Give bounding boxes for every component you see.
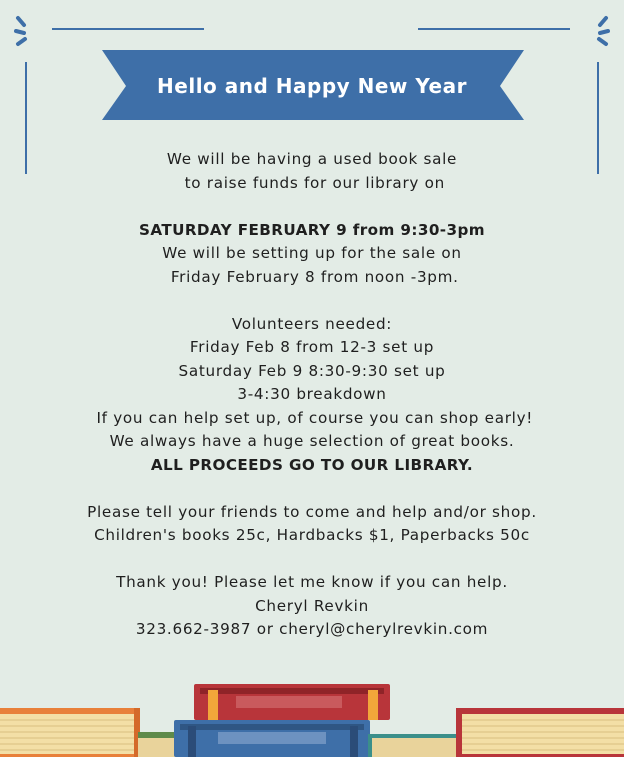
intro-line: to raise funds for our library on (179, 173, 445, 192)
announcement-text (0, 148, 624, 642)
book-stack-illustration (0, 676, 624, 757)
prices-line: Children's books 25c, Hardbacks $1, Paperbacks 50c (94, 526, 530, 544)
intro-line: We will be having a used book sale (166, 150, 458, 168)
volunteer-shift: Friday Feb 8 from 12-3 set up (189, 338, 435, 356)
volunteers-heading: Volunteers needed: (231, 314, 393, 333)
contact-line: 323.662-3987 or cheryl@cherylrevkin.com (135, 620, 489, 638)
left-book-icon (0, 708, 140, 757)
volunteer-note: If you can help set up, of course you can shop early! (90, 408, 534, 427)
setup-line: Friday February 8 from noon -3pm. (165, 267, 459, 286)
closing-line: Thank you! Please let me know if you can help. (116, 573, 508, 591)
setup-line: We will be setting up for the sale on (162, 244, 462, 262)
blue-book-icon (174, 720, 370, 757)
share-line: Please tell your friends to come and help and/or shop. (87, 502, 537, 521)
volunteer-note: We always have a huge selection of great books. (109, 432, 515, 450)
sale-date: SATURDAY FEBRUARY 9 from 9:30-3pm (139, 220, 485, 239)
right-book-icon (456, 708, 624, 757)
red-book-icon (194, 684, 390, 720)
volunteer-shift: Saturday Feb 9 8:30-9:30 set up (178, 361, 446, 380)
proceeds-line: ALL PROCEEDS GO TO OUR LIBRARY. (150, 455, 474, 474)
volunteer-shift: 3-4:30 breakdown (237, 385, 387, 403)
signature-name: Cheryl Revkin (255, 596, 369, 615)
banner-title: Hello and Happy New Year (157, 74, 467, 98)
